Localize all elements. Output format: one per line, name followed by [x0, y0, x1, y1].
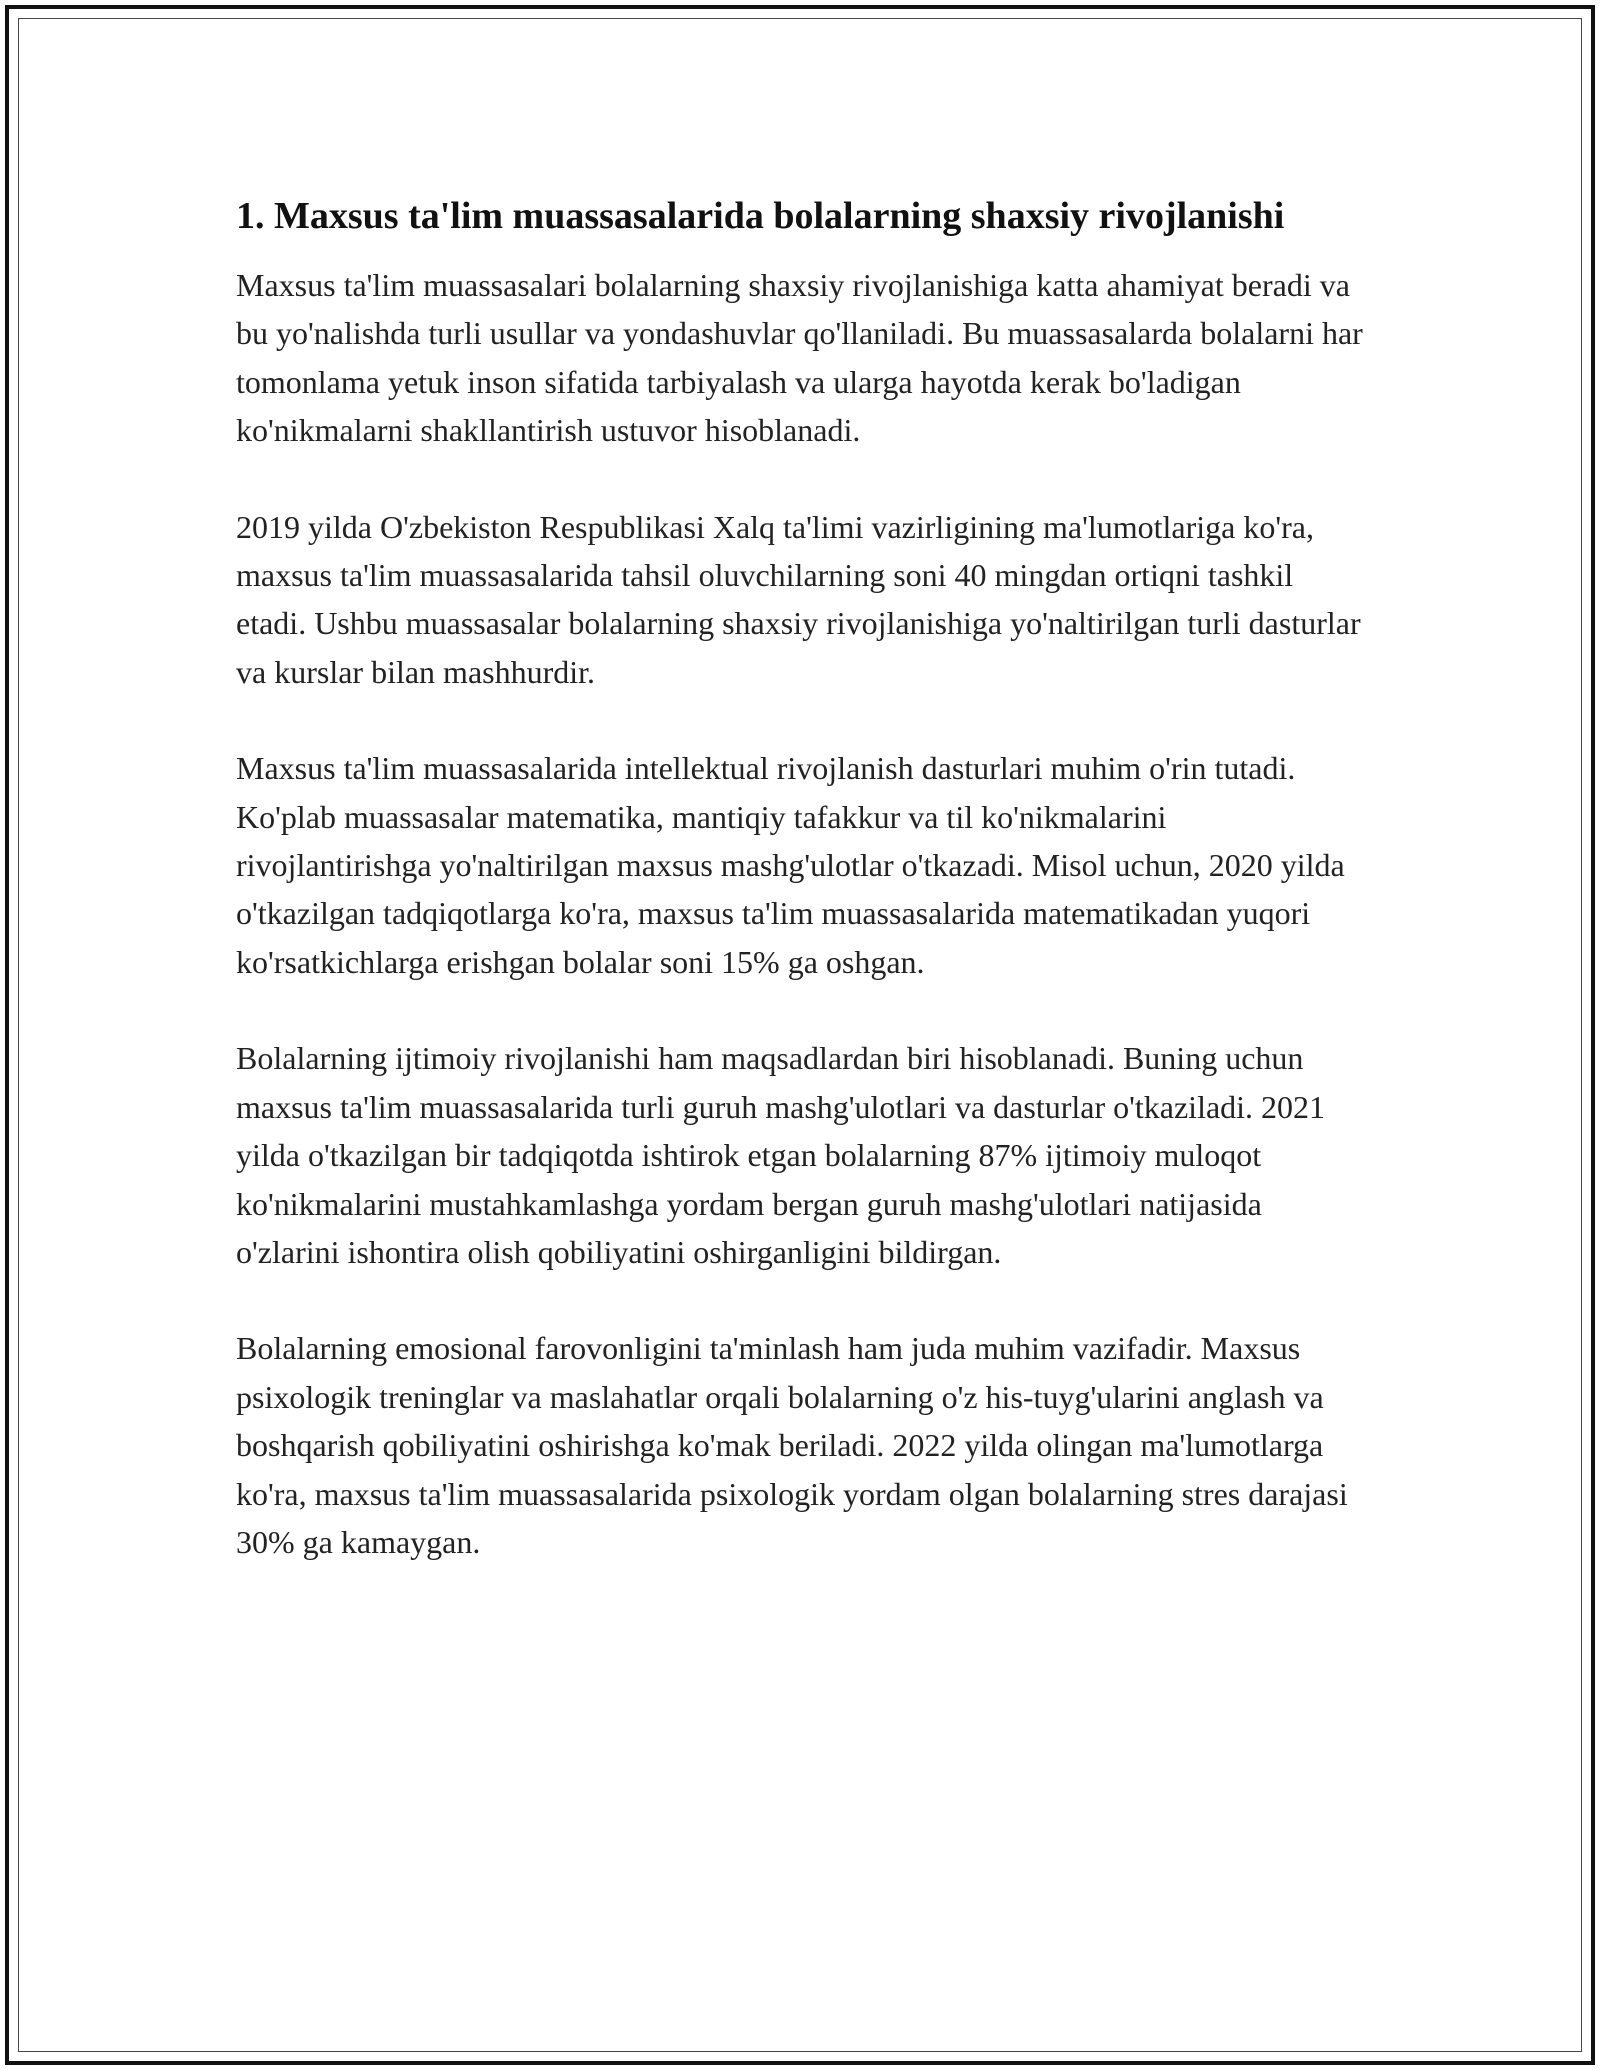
paragraph-intellectual-development: Maxsus ta'lim muassasalarida intellektual rivojlanish dasturlari muhim o'rin tutadi. Ko'plab muassasalar matematika, mantiqiy tafakkur va til ko'nikmalarini rivojlantirishga yo'naltirilgan maxsus mashg'ulotlar o'tkazadi. Misol uchun, 2020 yilda o'tkazilgan tadqiqotlarga ko'ra, maxsus ta'lim muassasalarida matematikadan yuqori ko'rsatkichlarga erishgan bolalar soni 15% ga oshgan. — [236, 750, 1345, 980]
document-body — [236, 188, 1366, 1566]
paragraph-intro: Maxsus ta'lim muassasalari bolalarning shaxsiy rivojlanishiga katta ahamiyat beradi va bu yo'nalishda turli usullar va yondashuvlar qo'llaniladi. Bu muassasalarda bolalarni har tomonlama yetuk inson sifatida tarbiyalash va ularga hayotda kerak bo'ladigan ko'nikmalarni shakllantirish ustuvor hisoblanadi. — [236, 267, 1363, 449]
paragraph-emotional-wellbeing: Bolalarning emosional farovonligini ta'minlash ham juda muhim vazifadir. Maxsus psixologik treninglar va maslahatlar orqali bolalarning o'z his-tuyg'ularini anglash va boshqarish qobiliyatini oshirishga ko'mak beriladi. 2022 yilda olingan ma'lumotlarga ko'ra, maxsus ta'lim muassasalarida psixologik yordam olgan bolalarning stres darajasi 30% ga kamaygan. — [236, 1330, 1348, 1560]
paragraph-statistics-2019: 2019 yilda O'zbekiston Respublikasi Xalq ta'limi vazirligining ma'lumotlariga ko'ra, maxsus ta'lim muassasalarida tahsil oluvchilarning soni 40 mingdan ortiqni tashkil etadi. Ushbu muassasalar bolalarning shaxsiy rivojlanishiga yo'naltirilgan turli dasturlar va kurslar bilan mashhurdir. — [236, 508, 1361, 690]
paragraph-social-development: Bolalarning ijtimoiy rivojlanishi ham maqsadlardan biri hisoblanadi. Buning uchun maxsus ta'lim muassasalarida turli guruh mashg'ulotlari va dasturlar o'tkaziladi. 2021 yilda o'tkazilgan bir tadqiqotda ishtirok etgan bolalarning 87% ijtimoiy muloqot ko'nikmalarini mustahkamlashga yordam bergan guruh mashg'ulotlari natijasida o'zlarini ishontira olish qobiliyatini oshirganligini bildirgan. — [236, 1040, 1326, 1270]
section-title: 1. Maxsus ta'lim muassasalarida bolalarning shaxsiy rivojlanishi — [236, 195, 1285, 237]
